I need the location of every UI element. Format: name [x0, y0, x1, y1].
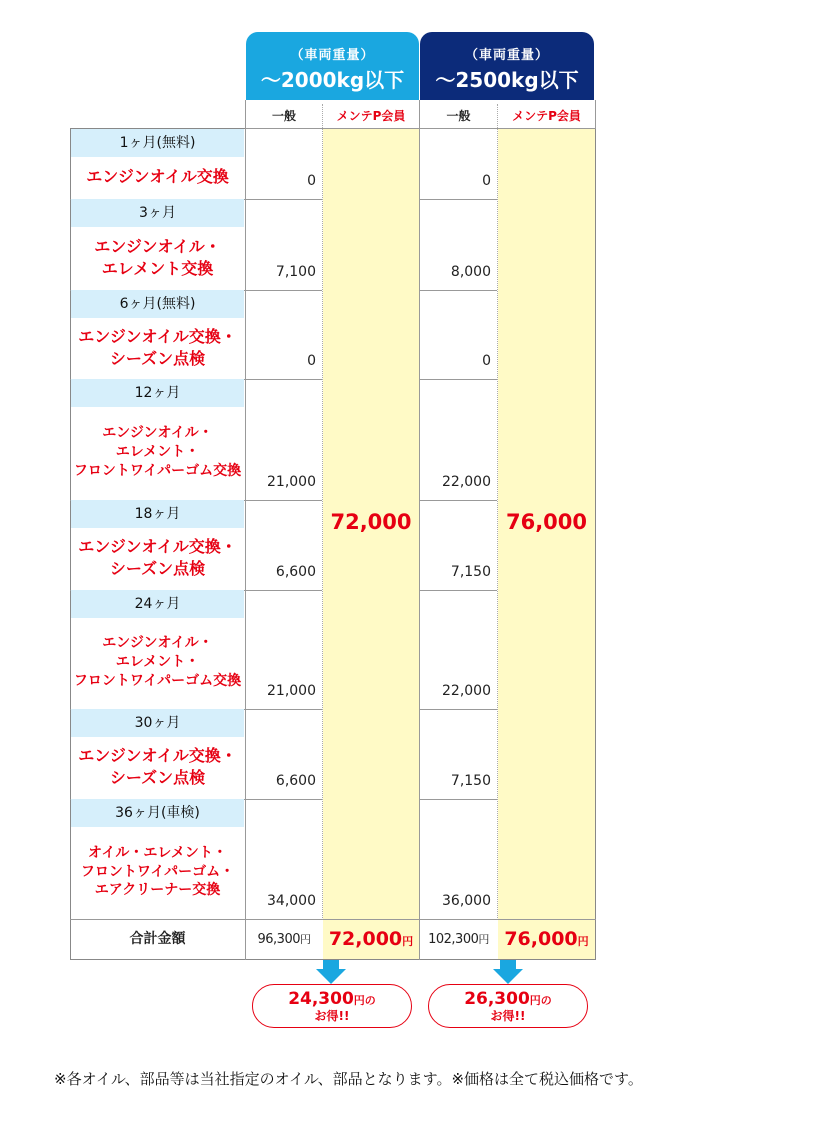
service-description: [71, 827, 244, 917]
divider: [245, 590, 322, 591]
interval-label: 1ヶ月(無料): [71, 129, 244, 157]
divider: [419, 290, 497, 291]
interval-label: 30ヶ月: [71, 709, 244, 737]
col-header-general-a: 一般: [271, 109, 296, 123]
interval-label: 12ヶ月: [71, 379, 244, 407]
price-general-a: 6,600: [275, 773, 316, 789]
price-general-a: 0: [307, 173, 316, 189]
member-column-b: [498, 129, 595, 959]
divider: [245, 199, 322, 200]
footnote: ※各オイル、部品等は当社指定のオイル、部品となります。※価格は全て税込価格です。: [54, 1070, 643, 1088]
service-text: エンジンオイル交換・ シーズン点検: [78, 537, 237, 578]
price-general-a: 21,000: [267, 474, 316, 490]
service-text: エンジンオイル交換・ シーズン点検: [78, 326, 237, 368]
divider: [419, 590, 497, 591]
service-text: エンジンオイル・ エレメント・ フロントワイパーゴム交換: [73, 425, 242, 479]
member-column-a: [323, 129, 419, 959]
price-general-a: 6,600: [275, 564, 316, 580]
price-general-b: 22,000: [442, 683, 491, 699]
price-general-a: 7,100: [275, 264, 316, 280]
service-text: エンジンオイル・ エレメント・ フロントワイパーゴム交換: [73, 635, 242, 689]
service-description: [71, 737, 244, 797]
price-general-b: 7,150: [450, 773, 491, 789]
interval-label: 24ヶ月: [71, 590, 244, 618]
down-arrow-icon: [493, 969, 523, 984]
price-general-b: 7,150: [450, 564, 491, 580]
member-price-a: 72,000: [330, 510, 412, 534]
down-arrow-icon: [316, 969, 346, 984]
savings-badge-a: 24,300円の お得!!: [252, 984, 412, 1028]
col-header-general-b: 一般: [446, 109, 471, 123]
divider: [245, 100, 246, 960]
service-description: [71, 618, 244, 707]
divider: [245, 500, 322, 501]
divider: [245, 709, 322, 710]
price-general-b: 22,000: [442, 474, 491, 490]
total-general-b: 102,300円: [428, 932, 489, 947]
total-general-a: 96,300円: [257, 932, 311, 947]
divider: [595, 100, 596, 128]
divider: [419, 500, 497, 501]
price-general-b: 36,000: [442, 893, 491, 909]
interval-label: 18ヶ月: [71, 500, 244, 528]
service-description: [71, 157, 244, 197]
service-text: エンジンオイル交換: [86, 167, 229, 187]
member-price-b: 76,000: [505, 510, 588, 534]
divider: [245, 379, 322, 380]
price-general-a: 21,000: [267, 683, 316, 699]
divider: [419, 100, 420, 960]
service-text: オイル・エレメント・ フロントワイパーゴム・ エアクリーナー交換: [80, 844, 235, 899]
tier-limit: ～2500kg以下: [435, 68, 579, 92]
service-description: [71, 318, 244, 377]
tier-weight-label: （車両重量）: [464, 48, 549, 63]
col-header-member-b: メンテP会員: [512, 109, 581, 123]
tier-weight-label: （車両重量）: [290, 48, 375, 63]
service-text: エンジンオイル交換・ シーズン点検: [78, 746, 237, 787]
divider: [245, 290, 322, 291]
service-description: [71, 528, 244, 588]
interval-label: 6ヶ月(無料): [71, 290, 244, 318]
service-description: [71, 407, 244, 498]
tier-header-2000kg: [246, 32, 419, 100]
divider: [419, 709, 497, 710]
price-general-b: 0: [482, 353, 491, 369]
total-member-b: 76,000円: [504, 928, 589, 950]
tier-limit: ～2000kg以下: [260, 68, 405, 92]
divider: [419, 379, 497, 380]
total-label: 合計金額: [129, 931, 186, 947]
col-header-member-a: メンテP会員: [336, 109, 406, 123]
service-description: [71, 227, 244, 288]
divider: [246, 128, 596, 129]
divider: [419, 799, 497, 800]
interval-label: 3ヶ月: [71, 199, 244, 227]
tier-header-2500kg: [420, 32, 594, 100]
divider: [245, 799, 322, 800]
price-general-b: 8,000: [450, 264, 491, 280]
savings-badge-b: 26,300円の お得!!: [428, 984, 588, 1028]
price-general-b: 0: [482, 173, 491, 189]
total-member-a: 72,000円: [328, 928, 414, 950]
divider: [419, 199, 497, 200]
price-general-a: 0: [307, 353, 316, 369]
price-general-a: 34,000: [267, 893, 316, 909]
service-text: エンジンオイル・ エレメント交換: [94, 236, 221, 278]
interval-label: 36ヶ月(車検): [71, 799, 244, 827]
